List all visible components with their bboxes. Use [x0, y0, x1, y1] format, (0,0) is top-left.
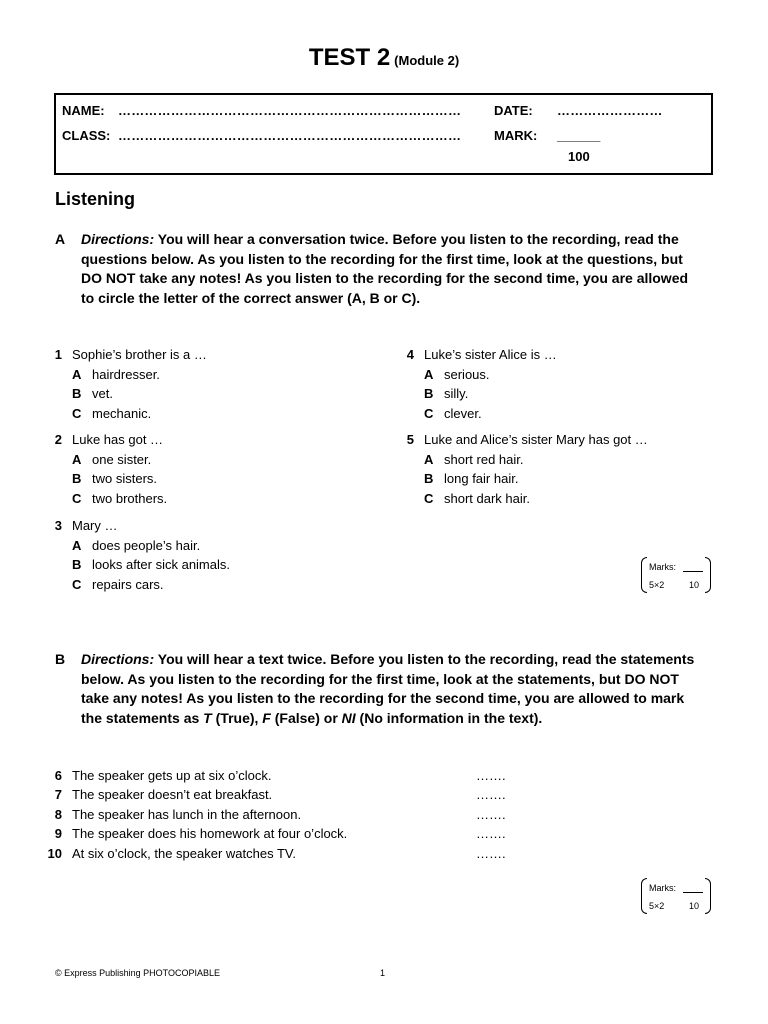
date-field[interactable]: …………………… — [557, 103, 663, 118]
question-number: 2 — [54, 432, 62, 447]
option-text-b: silly. — [444, 386, 469, 401]
option-text-c: two brothers. — [92, 490, 168, 506]
class-label: CLASS: — [62, 128, 111, 143]
bracket-right — [705, 557, 711, 593]
option-text-c: repairs cars. — [92, 576, 164, 592]
date-label: DATE: — [494, 103, 533, 118]
answer-blank[interactable]: ……. — [476, 768, 506, 783]
answer-blank[interactable]: ……. — [476, 807, 506, 822]
option-text-a: serious. — [444, 366, 490, 382]
option-letter-b[interactable]: B — [72, 557, 82, 572]
option-text-b: long fair hair. — [444, 471, 519, 486]
marks-label: Marks: — [649, 562, 676, 572]
statement-text: The speaker does his homework at four o’clock. — [72, 826, 348, 841]
option-text-c: short dark hair. — [444, 490, 530, 506]
option-text-a: hairdresser. — [92, 366, 160, 382]
answer-blank[interactable]: ……. — [476, 826, 506, 841]
statement-number: 9 — [54, 826, 62, 841]
marks-score-line[interactable] — [683, 892, 703, 893]
statement-text: At six o’clock, the speaker watches TV. — [72, 846, 296, 861]
marks-formula: 5×2 — [649, 580, 665, 590]
option-text-a: one sister. — [92, 451, 152, 467]
part-a-directions-body: You will hear a conversation twice. Before you listen to the recording, read the questions below. As you listen to the recording for the first time, look at the questions, but DO NOT take any notes! As you listen to the recording for the second time, you are allowed to circle the letter of the correct answer (A, B or C). — [81, 231, 689, 306]
question-stem: Sophie’s brother is a … — [72, 347, 207, 362]
statement-text: The speaker doesn’t eat breakfast. — [72, 787, 273, 802]
part-a-directions-text — [81, 230, 701, 308]
option-letter-c[interactable]: C — [424, 490, 434, 506]
statement-10 — [46, 846, 566, 862]
option-text-c: mechanic. — [92, 405, 152, 421]
statement-8 — [46, 807, 566, 823]
option-letter-c[interactable]: C — [72, 490, 82, 506]
question-number: 3 — [54, 518, 62, 533]
option-text-a: does people’s hair. — [92, 537, 201, 553]
page-number: 1 — [380, 968, 386, 978]
statement-number: 8 — [54, 807, 62, 822]
bracket-left — [641, 557, 647, 593]
marks-total: 10 — [689, 580, 700, 590]
question-stem: Luke and Alice’s sister Mary has got … — [424, 432, 648, 447]
option-letter-a[interactable]: A — [424, 451, 434, 467]
option-letter-a[interactable]: A — [72, 451, 82, 467]
statement-7 — [46, 787, 566, 803]
part-a-directions — [55, 230, 715, 330]
statement-number: 6 — [54, 768, 62, 783]
statement-number: 7 — [54, 787, 62, 802]
name-field[interactable]: …………………………………………………………………… — [118, 103, 462, 118]
option-letter-b[interactable]: B — [72, 386, 82, 401]
bracket-right — [705, 878, 711, 914]
true-label: (True), — [211, 709, 263, 726]
question-number: 5 — [406, 432, 414, 447]
statement-6 — [46, 768, 566, 784]
option-text-b: looks after sick animals. — [92, 557, 230, 572]
question-3 — [46, 516, 386, 596]
false-label: (False) or — [270, 709, 342, 726]
no-info-label: (No information in the text). — [355, 709, 543, 726]
option-text-b: vet. — [92, 386, 113, 401]
marks-label: Marks: — [649, 883, 676, 893]
bracket-left — [641, 878, 647, 914]
part-a-letter: A — [55, 231, 66, 247]
part-a-directions-label: Directions: — [81, 231, 155, 247]
option-letter-c[interactable]: C — [424, 405, 434, 421]
option-text-a: short red hair. — [444, 451, 524, 467]
part-b-directions-text — [81, 650, 701, 728]
question-stem: Mary … — [72, 518, 118, 533]
statement-text: The speaker gets up at six o’clock. — [72, 768, 272, 783]
mark-field[interactable]: ______ — [557, 128, 601, 143]
footer-copyright: © Express Publishing PHOTOCOPIABLE — [55, 968, 221, 978]
part-b-letter: B — [55, 651, 66, 667]
answer-blank[interactable]: ……. — [476, 787, 506, 802]
option-letter-a[interactable]: A — [424, 366, 434, 382]
question-number: 4 — [406, 347, 414, 362]
option-letter-c[interactable]: C — [72, 405, 82, 421]
test-title: TEST 2 — [308, 44, 391, 71]
part-b-directions-body: You will hear a text twice. Before you listen to the recording, read the statements below. As you listen to the recording for the first time, look at the statements, but DO NOT take any notes! As you listen to the recording for the second time, you are allowed to mark the statements as — [81, 651, 695, 726]
question-number: 1 — [54, 347, 62, 362]
question-1 — [46, 345, 386, 425]
part-b-directions — [55, 650, 715, 750]
part-b-directions-label: Directions: — [81, 651, 155, 667]
option-letter-a[interactable]: A — [72, 366, 82, 382]
answer-blank[interactable]: ……. — [476, 846, 506, 861]
question-4 — [398, 345, 718, 425]
option-letter-b[interactable]: B — [72, 471, 82, 486]
marks-formula: 5×2 — [649, 901, 665, 911]
page-title — [0, 44, 768, 72]
question-stem: Luke has got … — [72, 432, 164, 447]
option-letter-c[interactable]: C — [72, 576, 82, 592]
statement-text: The speaker has lunch in the afternoon. — [72, 807, 302, 822]
true-code: T — [203, 709, 212, 726]
statement-number: 10 — [47, 846, 62, 861]
class-field[interactable]: …………………………………………………………………… — [118, 128, 462, 143]
marks-score-line[interactable] — [683, 571, 703, 572]
question-2 — [46, 430, 386, 510]
option-letter-b[interactable]: B — [424, 471, 434, 486]
option-text-b: two sisters. — [92, 471, 158, 486]
part-a-marks-box — [641, 557, 711, 593]
option-letter-a[interactable]: A — [72, 537, 82, 553]
option-text-c: clever. — [444, 405, 482, 421]
option-letter-b[interactable]: B — [424, 386, 434, 401]
test-subtitle: (Module 2) — [394, 53, 460, 68]
section-heading-listening: Listening — [55, 189, 135, 209]
mark-label: MARK: — [494, 128, 538, 143]
question-5 — [398, 430, 718, 510]
false-code: F — [262, 709, 271, 726]
no-info-code: NI — [341, 709, 356, 726]
part-b-marks-box — [641, 878, 711, 914]
name-label: NAME: — [62, 103, 105, 118]
question-stem: Luke’s sister Alice is … — [424, 347, 557, 362]
statement-9 — [46, 826, 566, 842]
mark-total: 100 — [568, 149, 590, 164]
marks-total: 10 — [689, 901, 700, 911]
